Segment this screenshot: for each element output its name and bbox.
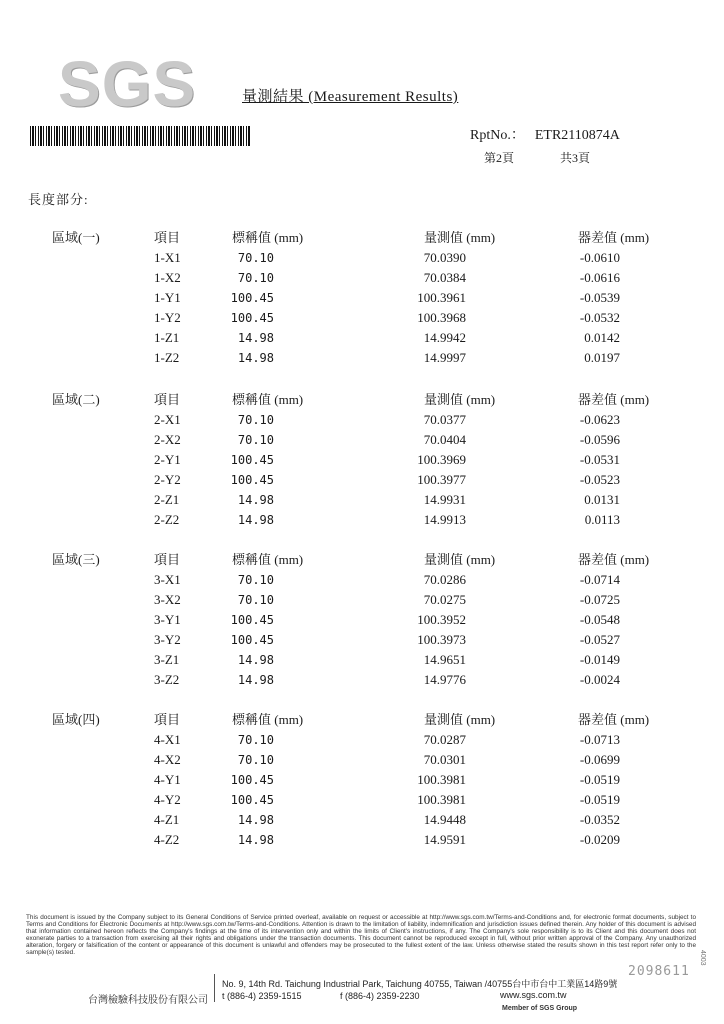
column-header-nominal: 標稱值 (mm) [232,712,304,727]
measured-cell: 100.3981 [417,792,466,807]
table-row [0,650,724,670]
table-row [0,430,724,450]
item-cell: 1-Z2 [154,350,180,365]
measured-cell: 70.0287 [423,732,466,747]
disclaimer-text: This document is issued by the Company subject to its General Conditions of Service printed overleaf, available on request or accessible at http://www.sgs.com.tw/Terms-and-Conditions and, for electronic format documents, subject to Terms and Conditions for Electronic Documents at http://www.sgs.com.tw/Terms-and-Conditions. Attention is drawn to the limitation of liability, indemnification and jurisdiction issues defined therein. Any holder of this document is advised that information contained hereon reflects the Company's findings at the time of its intervention only and within the limits of Client's instructions, if any. The Company's sole responsibility is to its Client and this document does not exonerate parties to a transaction from exercising all their rights and obligations under the transaction documents. This document cannot be reproduced except in full, without prior written approval of the Company. Any unauthorized alteration, forgery or falsification of the content or appearance of this document is unlawful and offenders may be prosecuted to the fullest extent of the law. Unless otherwise stated the results shown in this test report refer only to the sample(s) tested. [26,914,696,956]
column-header-nominal: 標稱值 (mm) [232,230,304,245]
item-cell: 1-X2 [154,270,181,285]
item-cell: 3-Y2 [154,632,181,647]
error-cell: -0.0623 [579,412,620,427]
measured-cell: 100.3952 [417,612,466,627]
item-cell: 3-Y1 [154,612,181,627]
section-title: 長度部分: [28,192,89,207]
table-row [0,470,724,490]
column-header-error: 器差值 (mm) [578,712,650,727]
table-row [0,510,724,530]
table-row [0,248,724,268]
company-phone: t (886-4) 2359-1515 [222,991,302,1001]
table-row [0,770,724,790]
nominal-cell: 100.45 [230,773,274,787]
item-cell: 1-Y1 [154,290,181,305]
measured-cell: 100.3969 [417,452,466,467]
sgs-logo: SGS [58,48,197,120]
error-cell: 0.0197 [584,350,620,365]
report-number-value: ETR2110874A [534,128,620,143]
nominal-cell: 14.98 [237,673,274,687]
measured-cell: 14.9591 [423,832,466,847]
measured-cell: 14.9942 [423,330,466,345]
column-header-error: 器差值 (mm) [578,552,650,567]
column-header-error: 器差值 (mm) [578,392,650,407]
measured-cell: 70.0301 [423,752,466,767]
company-address: No. 9, 14th Rd. Taichung Industrial Park, Taichung 40755, Taiwan /40755台中市台中工業區14路9號 [222,979,618,989]
measured-cell: 100.3968 [417,310,466,325]
measured-cell: 14.9651 [423,652,466,667]
error-cell: -0.0610 [579,250,620,265]
item-cell: 4-Z2 [154,832,180,847]
error-cell: -0.0725 [579,592,620,607]
table-row [0,630,724,650]
measured-cell: 100.3973 [417,632,466,647]
region-block [0,228,724,373]
side-code: 4003 [699,950,706,966]
total-pages: 共3頁 [560,151,591,165]
nominal-cell: 100.45 [230,793,274,807]
table-row [0,750,724,770]
measured-cell: 70.0384 [423,270,466,285]
company-name: 台灣檢驗科技股份有限公司 [88,995,208,1006]
column-header-measured: 量測值 (mm) [424,552,496,567]
error-cell: -0.0523 [579,472,620,487]
nominal-cell: 100.45 [230,633,274,647]
nominal-cell: 100.45 [230,613,274,627]
error-cell: -0.0209 [579,832,620,847]
region-block [0,390,724,535]
error-cell: -0.0596 [579,432,620,447]
error-cell: 0.0113 [584,512,620,527]
region-name: 區域(三) [52,552,100,567]
table-row [0,308,724,328]
column-header-item: 項目 [154,712,181,727]
column-header-nominal: 標稱值 (mm) [232,392,304,407]
item-cell: 3-X2 [154,592,181,607]
nominal-cell: 70.10 [237,573,274,587]
error-cell: -0.0149 [579,652,620,667]
table-row [0,730,724,750]
item-cell: 3-Z2 [154,672,180,687]
column-header-error: 器差值 (mm) [578,230,650,245]
item-cell: 4-Z1 [154,812,180,827]
nominal-cell: 70.10 [237,733,274,747]
page-number: 第2頁 [484,151,515,165]
column-header-measured: 量測值 (mm) [424,712,496,727]
measured-cell: 14.9997 [423,350,466,365]
measured-cell: 100.3977 [417,472,466,487]
column-header-measured: 量測值 (mm) [424,392,496,407]
item-cell: 2-Y1 [154,452,181,467]
footer-divider [214,974,215,1002]
error-cell: -0.0519 [579,792,620,807]
column-header-item: 項目 [154,392,181,407]
company-fax: f (886-4) 2359-2230 [340,991,420,1001]
nominal-cell: 70.10 [237,413,274,427]
item-cell: 2-Z1 [154,492,180,507]
error-cell: -0.0024 [579,672,620,687]
error-cell: -0.0532 [579,310,620,325]
nominal-cell: 70.10 [237,433,274,447]
barcode [30,126,250,146]
table-row [0,268,724,288]
item-cell: 2-X1 [154,412,181,427]
nominal-cell: 14.98 [237,513,274,527]
nominal-cell: 14.98 [237,493,274,507]
region-block [0,710,724,855]
item-cell: 4-Y1 [154,772,181,787]
error-cell: 0.0131 [584,492,620,507]
item-cell: 4-X1 [154,732,181,747]
nominal-cell: 14.98 [237,351,274,365]
table-row [0,570,724,590]
error-cell: 0.0142 [584,330,620,345]
item-cell: 2-X2 [154,432,181,447]
error-cell: -0.0699 [579,752,620,767]
error-cell: -0.0713 [579,732,620,747]
error-cell: -0.0616 [579,270,620,285]
error-cell: -0.0548 [579,612,620,627]
item-cell: 2-Z2 [154,512,180,527]
measured-cell: 100.3981 [417,772,466,787]
error-cell: -0.0539 [579,290,620,305]
error-cell: -0.0714 [579,572,620,587]
region-header-row [0,550,724,570]
table-row [0,590,724,610]
member-of-sgs: Member of SGS Group [502,1005,578,1012]
nominal-cell: 100.45 [230,453,274,467]
nominal-cell: 14.98 [237,331,274,345]
table-row [0,490,724,510]
nominal-cell: 70.10 [237,271,274,285]
report-number-label: RptNo.： [470,128,525,143]
measured-cell: 70.0404 [423,432,466,447]
region-header-row [0,228,724,248]
nominal-cell: 70.10 [237,251,274,265]
error-cell: -0.0519 [579,772,620,787]
serial-number: 2098611 [628,964,690,979]
nominal-cell: 70.10 [237,753,274,767]
nominal-cell: 14.98 [237,813,274,827]
measured-cell: 14.9776 [423,672,466,687]
error-cell: -0.0527 [579,632,620,647]
table-row [0,410,724,430]
report-number [470,124,620,144]
column-header-nominal: 標稱值 (mm) [232,552,304,567]
table-row [0,790,724,810]
measured-cell: 70.0377 [423,412,466,427]
measured-cell: 14.9931 [423,492,466,507]
region-block [0,550,724,695]
item-cell: 3-X1 [154,572,181,587]
region-header-row [0,710,724,730]
nominal-cell: 14.98 [237,833,274,847]
region-header-row [0,390,724,410]
region-name: 區域(二) [52,392,100,407]
item-cell: 4-X2 [154,752,181,767]
table-row [0,288,724,308]
nominal-cell: 100.45 [230,291,274,305]
item-cell: 4-Y2 [154,792,181,807]
nominal-cell: 70.10 [237,593,274,607]
table-row [0,810,724,830]
item-cell: 1-Y2 [154,310,181,325]
column-header-item: 項目 [154,230,181,245]
table-row [0,830,724,850]
measured-cell: 70.0286 [423,572,466,587]
column-header-item: 項目 [154,552,181,567]
measured-cell: 100.3961 [417,290,466,305]
nominal-cell: 100.45 [230,311,274,325]
measured-cell: 14.9448 [423,812,466,827]
region-name: 區域(一) [52,230,100,245]
measured-cell: 70.0390 [423,250,466,265]
table-row [0,610,724,630]
measured-cell: 14.9913 [423,512,466,527]
company-website: www.sgs.com.tw [500,990,567,1000]
nominal-cell: 100.45 [230,473,274,487]
table-row [0,348,724,368]
table-row [0,328,724,348]
table-row [0,670,724,690]
item-cell: 1-Z1 [154,330,180,345]
table-row [0,450,724,470]
page-title: 量測結果 (Measurement Results) [242,89,459,105]
error-cell: -0.0352 [579,812,620,827]
nominal-cell: 14.98 [237,653,274,667]
item-cell: 2-Y2 [154,472,181,487]
error-cell: -0.0531 [579,452,620,467]
item-cell: 1-X1 [154,250,181,265]
item-cell: 3-Z1 [154,652,180,667]
measured-cell: 70.0275 [423,592,466,607]
column-header-measured: 量測值 (mm) [424,230,496,245]
region-name: 區域(四) [52,712,100,727]
